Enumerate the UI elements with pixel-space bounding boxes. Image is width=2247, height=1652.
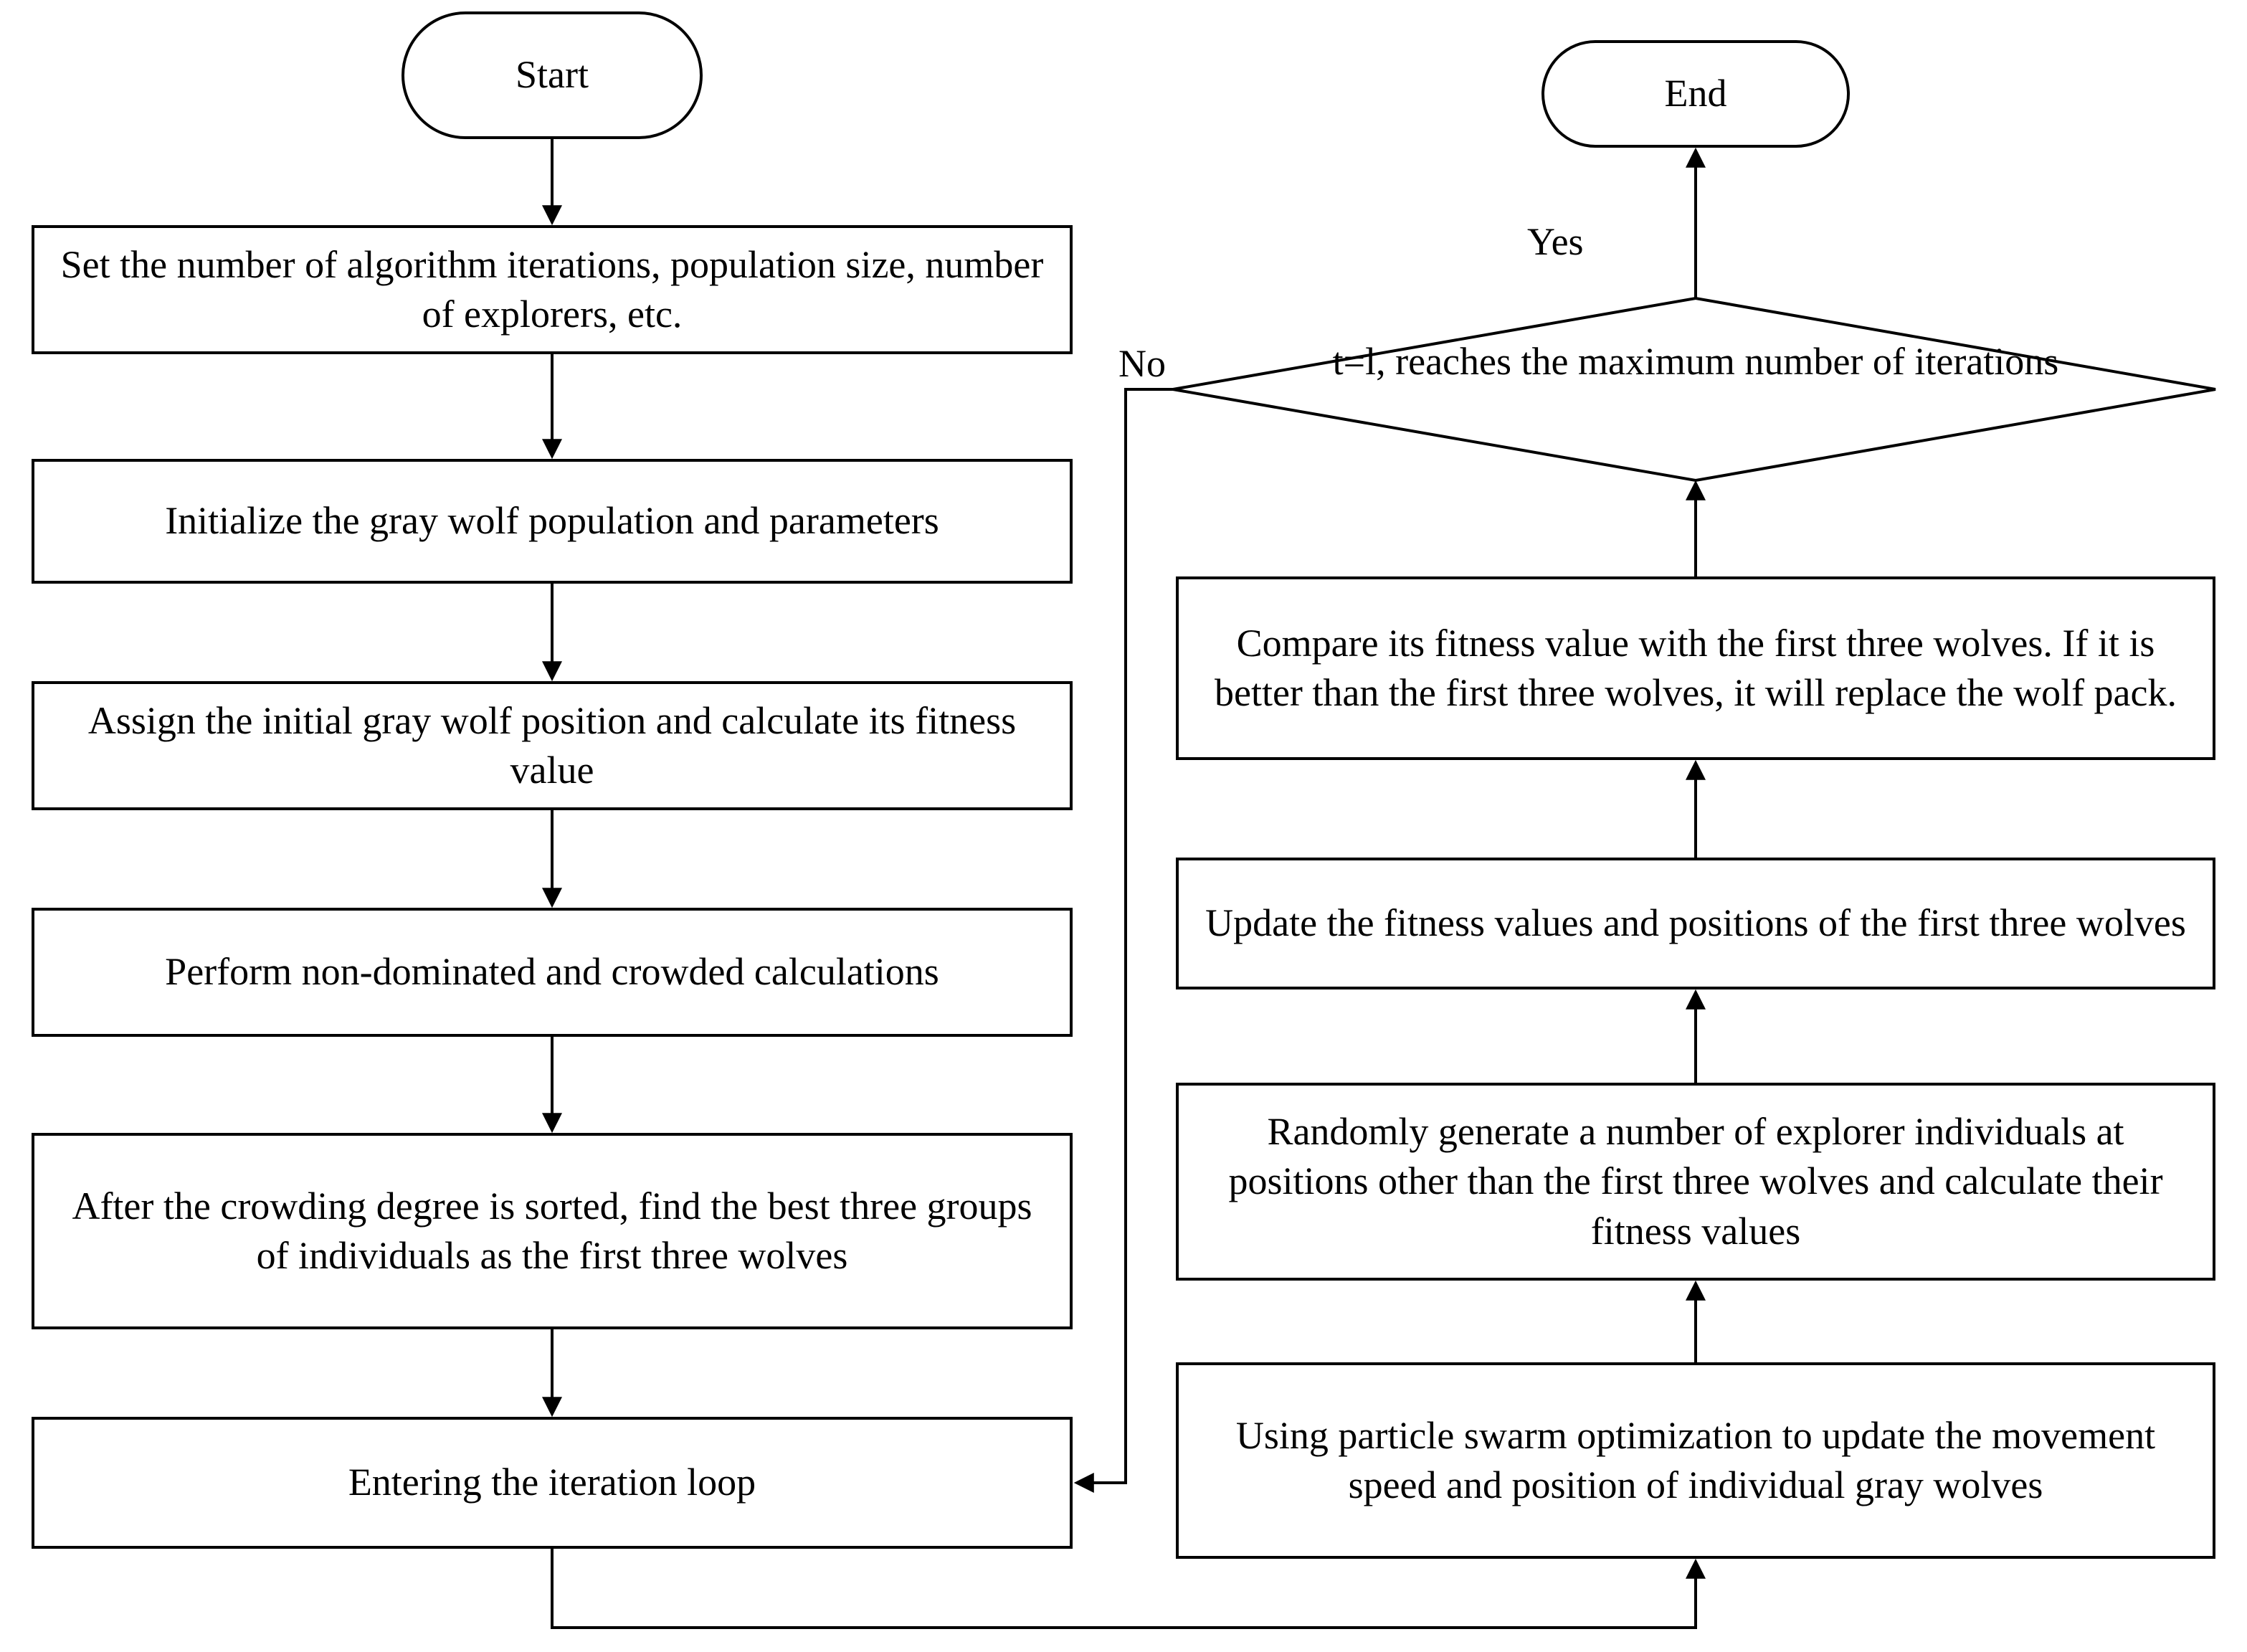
node-update-fitness (1176, 858, 2215, 989)
node-assign-position (32, 681, 1073, 810)
node-compare-fitness-label: Compare its fitness value with the first three wolves. If it is better than the first three wolves, it will replace the wolf pack. (1214, 621, 2177, 714)
decision-label: t=l, reaches the maximum number of iterations (1332, 340, 2059, 383)
node-random-explorers (1176, 1083, 2215, 1281)
node-update-fitness-label: Update the fitness values and positions of the first three wolves (1205, 901, 2186, 945)
connector-iteration-to-pso (552, 1549, 1696, 1628)
node-iteration-loop-label: Entering the iteration loop (348, 1461, 756, 1504)
node-assign-position-label: Assign the initial gray wolf position and calculate its fitness value (87, 698, 1017, 792)
node-non-dominated (32, 908, 1073, 1037)
node-pso-update (1176, 1362, 2215, 1559)
node-init-population (32, 459, 1073, 584)
node-compare-fitness (1176, 576, 2215, 760)
node-start (402, 11, 703, 139)
node-pso-update-label: Using particle swarm optimization to update the movement speed and position of individual gray wolves (1235, 1413, 2156, 1506)
node-end-label: End (1664, 72, 1727, 115)
node-start-label: Start (516, 53, 589, 97)
node-crowding-sort-label: After the crowding degree is sorted, find the best three groups of individuals as the first three wolves (72, 1184, 1032, 1277)
node-crowding-sort (32, 1133, 1073, 1329)
node-set-params-label: Set the number of algorithm iterations, population size, number of explorers, etc. (60, 242, 1044, 336)
node-iteration-loop (32, 1417, 1073, 1549)
node-non-dominated-label: Perform non-dominated and crowded calculations (165, 950, 939, 994)
node-set-params (32, 225, 1073, 354)
node-init-population-label: Initialize the gray wolf population and parameters (165, 499, 939, 543)
node-end (1541, 40, 1850, 148)
branch-label-yes: Yes (1527, 220, 1584, 263)
connector-decision-no-to-iteration (1077, 389, 1173, 1483)
node-random-explorers-label: Randomly generate a number of explorer individuals at positions other than the first three wolves and calculate their fitness values (1228, 1110, 2163, 1253)
decision-diamond (1173, 298, 2215, 480)
branch-label-no: No (1118, 342, 1166, 385)
